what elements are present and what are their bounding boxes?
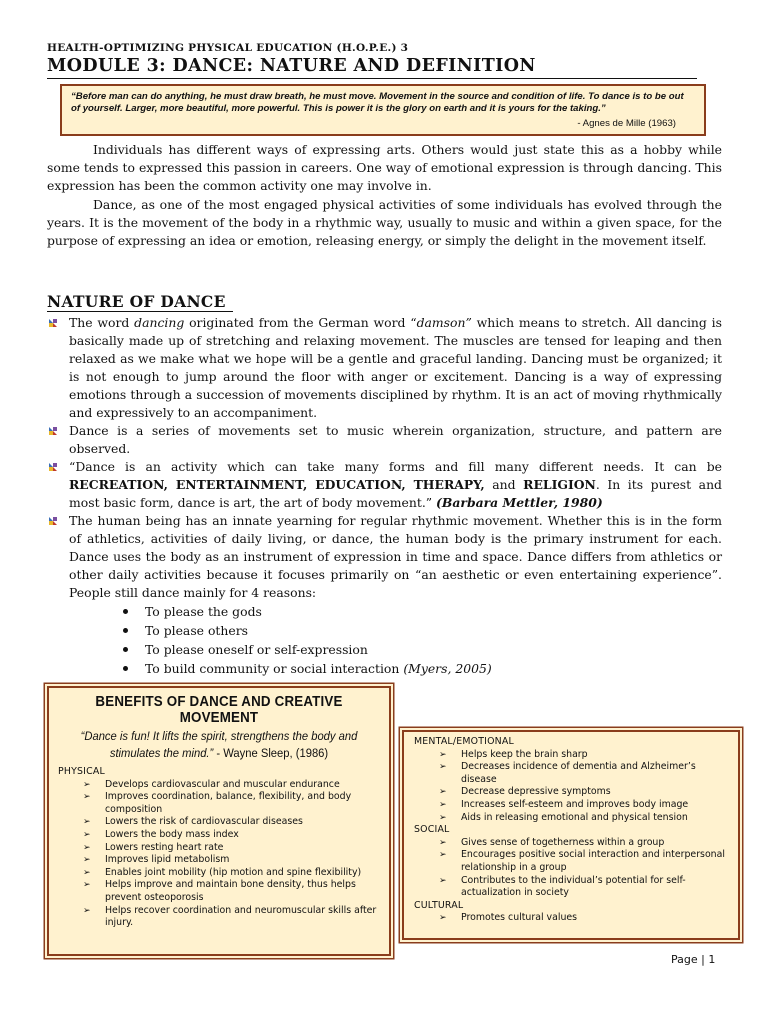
cultural-benefits-list <box>414 912 728 925</box>
list-item: ➢ Improves lipid metabolism <box>83 854 230 866</box>
arrow-bullet-icon: ➢ <box>83 779 91 790</box>
arrow-bullet-icon: ➢ <box>83 817 91 828</box>
mental-social-cultural-box <box>402 730 740 940</box>
arrow-bullet-icon: ➢ <box>83 905 91 916</box>
arrow-bullet-icon: ➢ <box>439 749 447 760</box>
arrow-bullet-icon: ➢ <box>439 837 447 848</box>
reasons-list <box>69 602 722 678</box>
page-title: MODULE 3: DANCE: NATURE AND DEFINITION <box>47 56 536 76</box>
arrow-bullet-icon: ➢ <box>83 829 91 840</box>
list-item: ➢ Contributes to the individual’s potential for self-actualization in society <box>439 874 686 899</box>
benefits-title: BENEFITS OF DANCE AND CREATIVE MOVEMENT <box>95 694 343 726</box>
list-item: ➢ Encourages positive social interaction and interpersonal relationship in a group <box>439 849 725 873</box>
list-item: ➢ Helps improve and maintain bone density, thus helps prevent osteoporosis <box>83 879 356 903</box>
arrow-bullet-icon: ➢ <box>439 812 447 823</box>
reason-item: To please the gods <box>121 602 722 621</box>
category-label-social: SOCIAL <box>414 824 450 836</box>
category-label-physical: PHYSICAL <box>58 766 105 777</box>
list-item: ➢ Aids in releasing emotional and physical tension <box>439 811 688 823</box>
opening-quote-box <box>60 84 706 136</box>
list-item: ➢ Develops cardiovascular and muscular endurance <box>83 778 340 790</box>
category-label-mental: MENTAL/EMOTIONAL <box>414 736 514 747</box>
intro-text <box>47 141 722 250</box>
subject-header: HEALTH-OPTIMIZING PHYSICAL EDUCATION (H.O.P.E.) 3 <box>47 42 409 54</box>
arrow-bullet-icon: ➢ <box>83 855 91 866</box>
colored-bullet-icon <box>47 516 59 528</box>
benefits-quote: “Dance is fun! It lifts the spirit, strengthens the body and stimulates the mind.” - Wayne Sleep, (1986) <box>80 729 358 760</box>
list-item: ➢ Lowers resting heart rate <box>83 841 224 853</box>
opening-quote-text: “Before man can do anything, he must draw breath, he must move. Movement in the source and condition of life. To dance is to be out of yourself. Larger, more beautiful, more powerful. This is power it is the glory on earth and it is yours for the taking.” <box>71 91 684 114</box>
list-item: The word dancing originated from the German word “damson” which means to stretch. All dancing is basically made up of stretching and relaxing movement. The muscles are tensed for leaping and then relaxed as we make what we hope will be a gentle and graceful landing. Dancing must be organized; it is not enough to jump around the floor with anger or excitement. Dancing is a way of expressing emotions through a succession of movements disciplined by rhythm. It is an act of moving rhythmically and expressively to an accompaniment. <box>47 314 722 422</box>
colored-bullet-icon <box>47 462 59 474</box>
intro-paragraph-2: Dance, as one of the most engaged physical activities of some individuals has evolved through the years. It is the movement of the body in a rhythmic way, usually to music and within a given space, for the purpose of expressing an idea or emotion, releasing energy, or simply the delight in the movement itself. <box>47 196 722 249</box>
arrow-bullet-icon: ➢ <box>83 880 91 891</box>
list-item: ➢ Lowers the body mass index <box>83 828 239 840</box>
list-item: The human being has an innate yearning for regular rhythmic movement. Whether this is in the form of athletics, activities of daily living, or dance, the human body is the primary instrument for each. Dance uses the body as an instrument of expression in time and space. Dance differs from athletics or other daily activities because it focuses primarily on “an aesthetic or even entertaining experience”. People still dance mainly for 4 reasons: To please the gods To please others To please oneself or self-expression To build community or social interaction (Myers, 2005) <box>47 512 722 678</box>
arrow-bullet-icon: ➢ <box>439 762 447 773</box>
category-label-cultural: CULTURAL <box>414 899 464 911</box>
arrow-bullet-icon: ➢ <box>439 913 447 924</box>
list-item: ➢ Decreases incidence of dementia and Alzheimer’s disease <box>439 761 696 785</box>
arrow-bullet-icon: ➢ <box>83 867 91 878</box>
colored-bullet-icon <box>47 426 59 438</box>
list-item: ➢ Improves coordination, balance, flexibility, and body composition <box>83 791 352 815</box>
list-item: ➢ Increases self-esteem and improves body image <box>439 798 689 810</box>
list-item: ➢ Gives sense of togetherness within a group <box>439 836 665 848</box>
arrow-bullet-icon: ➢ <box>439 875 447 886</box>
arrow-bullet-icon: ➢ <box>439 799 447 810</box>
section-heading-nature: NATURE OF DANCE <box>47 292 226 311</box>
benefits-box <box>47 686 391 956</box>
physical-benefits-list <box>58 779 380 930</box>
reason-item: To build community or social interaction (Myers, 2005) <box>121 659 722 678</box>
arrow-bullet-icon: ➢ <box>83 842 91 853</box>
list-item: “Dance is an activity which can take many forms and fill many different needs. It can be RECREATION, ENTERTAINMENT, EDUCATION, THERAPY, and RELIGION. In its purest and most basic form, dance is art, the art of body movement.” (Barbara Mettler, 1980) <box>47 458 722 512</box>
opening-quote-attribution: - Agnes de Mille (1963) <box>577 118 676 130</box>
reason-item: To please oneself or self-expression <box>121 640 722 659</box>
list-item: ➢ Promotes cultural values <box>439 912 578 924</box>
page-number: Page | 1 <box>671 953 716 966</box>
section-heading-underline <box>47 311 233 312</box>
arrow-bullet-icon: ➢ <box>439 850 447 861</box>
intro-paragraph-1: Individuals has different ways of expressing arts. Others would just state this as a hobby while some tends to expressed this passion in careers. One way of emotional expression is through dancing. This expression has been the common activity one may involve in. <box>47 142 722 194</box>
reason-item: To please others <box>121 621 722 640</box>
colored-bullet-icon <box>47 318 59 330</box>
arrow-bullet-icon: ➢ <box>439 787 447 798</box>
list-item: Dance is a series of movements set to music wherein organization, structure, and pattern are observed. <box>47 422 722 458</box>
list-item: ➢ Helps keep the brain sharp <box>439 748 588 760</box>
list-item: ➢ Lowers the risk of cardiovascular diseases <box>83 816 303 828</box>
nature-bullet-list <box>47 314 722 678</box>
title-underline <box>47 78 697 79</box>
list-item: ➢ Decrease depressive symptoms <box>439 786 611 798</box>
arrow-bullet-icon: ➢ <box>83 792 91 803</box>
mental-benefits-list <box>414 749 728 825</box>
list-item: ➢ Helps recover coordination and neuromuscular skills after injury. <box>83 904 377 929</box>
list-item: ➢ Enables joint mobility (hip motion and spine flexibility) <box>83 866 362 878</box>
social-benefits-list <box>414 837 728 900</box>
